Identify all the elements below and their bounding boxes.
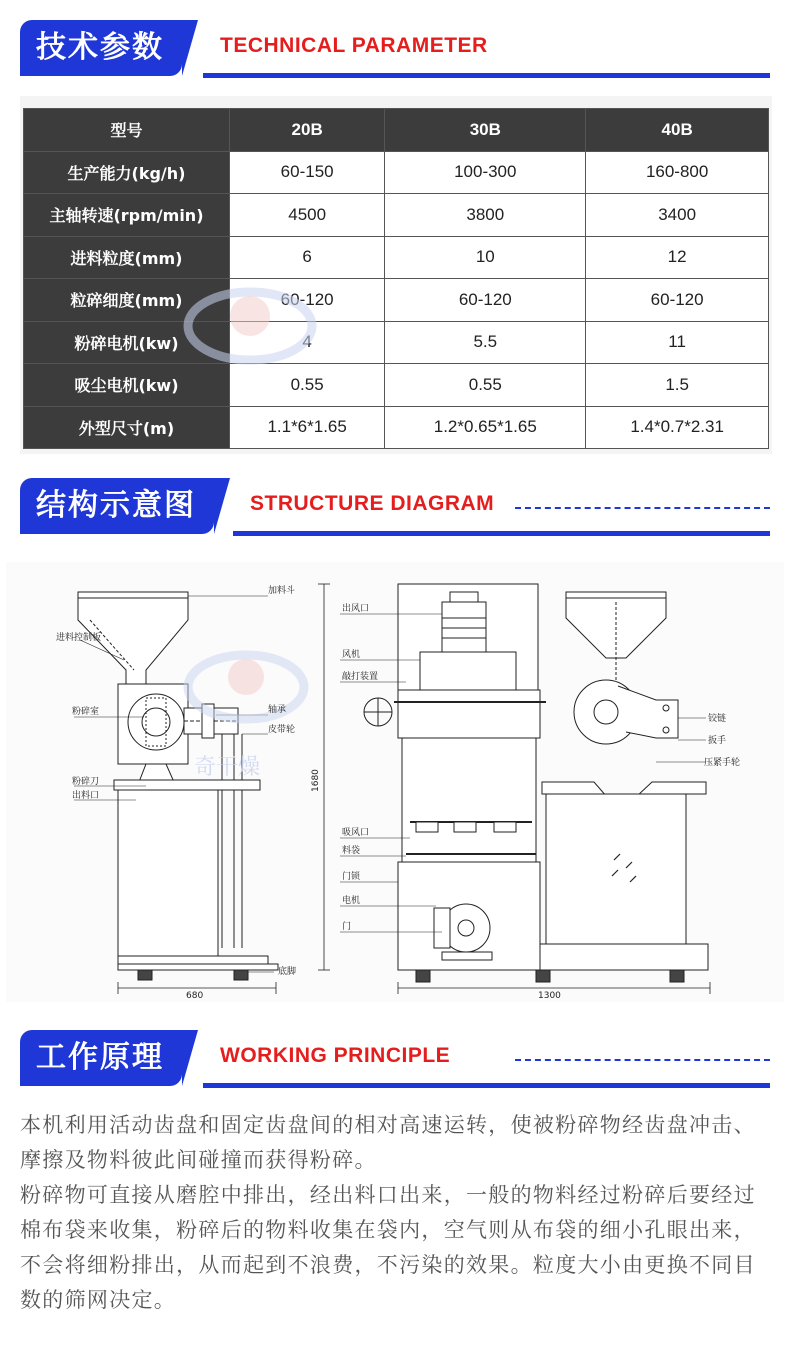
section-header-structure: [20, 478, 772, 538]
table-cell: 3800: [385, 194, 586, 237]
label-press: 压紧手轮: [704, 758, 741, 768]
table-cell: 1.4*0.7*2.31: [586, 406, 769, 449]
structure-diagram: [6, 562, 784, 1002]
table-cell: 160-800: [586, 151, 769, 194]
section-dashed-line: [515, 507, 770, 509]
table-cell: 12: [586, 236, 769, 279]
section-underline: [203, 73, 770, 78]
table-header-cell: 30B: [385, 109, 586, 152]
table-cell: 10: [385, 236, 586, 279]
table-header-row: [24, 109, 769, 152]
table-cell: 100-300: [385, 151, 586, 194]
section-title-en: WORKING PRINCIPLE: [220, 1044, 451, 1067]
section-dashed-line: [515, 1059, 770, 1061]
section-underline: [233, 531, 770, 536]
section-underline: [203, 1083, 770, 1088]
table-header-cell: 20B: [230, 109, 385, 152]
table-cell: 4500: [230, 194, 385, 237]
label-chamber: 粉碎室: [72, 707, 100, 717]
table-cell: 1.1*6*1.65: [230, 406, 385, 449]
table-row: [24, 321, 769, 364]
table-row: [24, 279, 769, 322]
watermark-text: 奇干燥: [194, 755, 261, 780]
section-header-technical: [20, 20, 772, 80]
table-cell: 4: [230, 321, 385, 364]
table-cell: 60-120: [586, 279, 769, 322]
table-cell: 1.5: [586, 364, 769, 407]
table-row: [24, 194, 769, 237]
section-title-cn: 技术参数: [20, 20, 182, 76]
label-outlet: 出料口: [72, 791, 100, 801]
label-handle: 扳手: [708, 736, 727, 746]
machine-drawing: [6, 562, 784, 1002]
label-motor: 电机: [342, 896, 361, 906]
table-cell: 60-120: [230, 279, 385, 322]
label-beater: 敲打装置: [342, 672, 379, 682]
section-title-en: STRUCTURE DIAGRAM: [250, 492, 495, 515]
section-title-cn: 工作原理: [20, 1030, 182, 1086]
row-label: 粒碎细度(mm): [24, 279, 230, 322]
table-cell: 60-150: [230, 151, 385, 194]
label-feed-plate: 进料控制板: [56, 633, 102, 643]
label-fan: 风机: [342, 650, 361, 660]
table-header-cell: 型号: [24, 109, 230, 152]
row-label: 粉碎电机(kw): [24, 321, 230, 364]
principle-paragraph-2: 粉碎物可直接从磨腔中排出，经出料口出来，一般的物料经过粉碎后要经过棉布袋来收集，粉碎后的物料收集在袋内，空气则从布袋的细小孔眼出来，不会将细粉排出，从而起到不浪费，不污染的效果。粒度大小由更换不同目数的筛网决定。: [20, 1183, 756, 1312]
row-label: 外型尺寸(m): [24, 406, 230, 449]
label-bag: 料袋: [342, 846, 361, 856]
section-header-principle: [20, 1030, 772, 1090]
row-label: 主轴转速(rpm/min): [24, 194, 230, 237]
label-blade: 粉碎刀: [72, 777, 100, 787]
section-title-en: TECHNICAL PARAMETER: [220, 34, 488, 57]
label-bearing: 轴承: [268, 705, 287, 715]
table-header-cell: 40B: [586, 109, 769, 152]
dim-left-width: 680: [186, 991, 204, 1001]
table-cell: 60-120: [385, 279, 586, 322]
principle-paragraph-1: 本机利用活动齿盘和固定齿盘间的相对高速运转，使被粉碎物经齿盘冲击、摩擦及物料彼此间碰撞而获得粉碎。: [20, 1113, 756, 1172]
label-hopper: 加料斗: [268, 586, 296, 596]
label-foot: 底脚: [278, 967, 297, 977]
dim-right-width: 1300: [538, 991, 561, 1001]
label-belt-wheel: 皮带轮: [268, 725, 296, 735]
section-title-cn: 结构示意图: [20, 478, 214, 534]
table-row: [24, 151, 769, 194]
table-cell: 5.5: [385, 321, 586, 364]
label-hinge: 铰链: [708, 714, 727, 724]
parameter-table: [23, 108, 769, 449]
table-cell: 6: [230, 236, 385, 279]
parameter-table-panel: [20, 96, 772, 454]
table-row: [24, 364, 769, 407]
label-door: 门: [342, 922, 352, 932]
table-cell: 3400: [586, 194, 769, 237]
row-label: 吸尘电机(kw): [24, 364, 230, 407]
table-row: [24, 406, 769, 449]
table-cell: 0.55: [230, 364, 385, 407]
table-row: [24, 236, 769, 279]
table-cell: 0.55: [385, 364, 586, 407]
row-label: 进料粒度(mm): [24, 236, 230, 279]
label-suction: 吸风口: [342, 828, 370, 838]
table-cell: 1.2*0.65*1.65: [385, 406, 586, 449]
dim-right-height: 1680: [311, 769, 321, 792]
label-air-out: 出风口: [342, 604, 370, 614]
label-lock: 门锁: [342, 872, 361, 882]
row-label: 生产能力(kg/h): [24, 151, 230, 194]
table-cell: 11: [586, 321, 769, 364]
